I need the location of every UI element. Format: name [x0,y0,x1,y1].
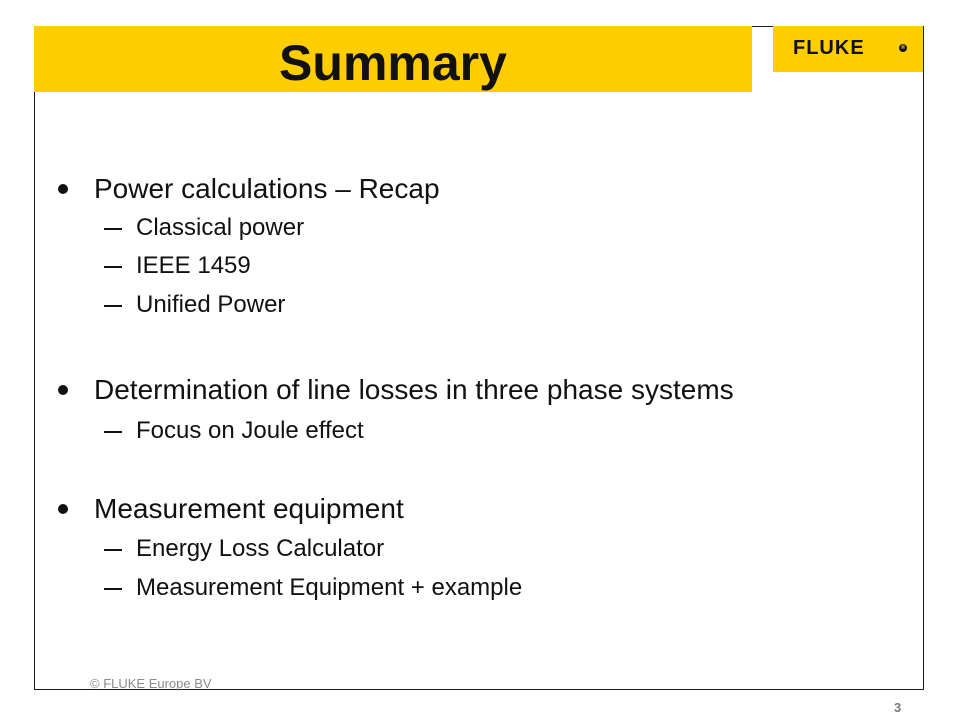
dash-icon [104,588,122,590]
sub-item: Unified Power [136,291,286,318]
bullet-icon [58,385,68,395]
dash-icon [104,305,122,307]
dash-icon [104,228,122,230]
dash-icon [104,266,122,268]
slide-title: Summary [279,35,507,91]
registered-mark-icon: ® [900,45,906,51]
bullet-icon [58,504,68,514]
sub-item: Classical power [136,214,305,241]
sub-item: IEEE 1459 [136,252,251,279]
dash-icon [104,431,122,433]
copyright-text: © FLUKE Europe BV [90,676,212,691]
sub-item: Measurement Equipment + example [136,574,523,601]
page-number: 3 [894,700,902,715]
logo-text: FLUKE [793,37,865,59]
bullet-item: Measurement equipment [94,493,404,524]
bullet-item: Determination of line losses in three phase systems [94,374,734,405]
sub-item: Energy Loss Calculator [136,535,385,562]
bullet-item: Power calculations – Recap [94,173,440,204]
bullet-icon [58,184,68,194]
sub-item: Focus on Joule effect [136,417,364,444]
dash-icon [104,549,122,551]
